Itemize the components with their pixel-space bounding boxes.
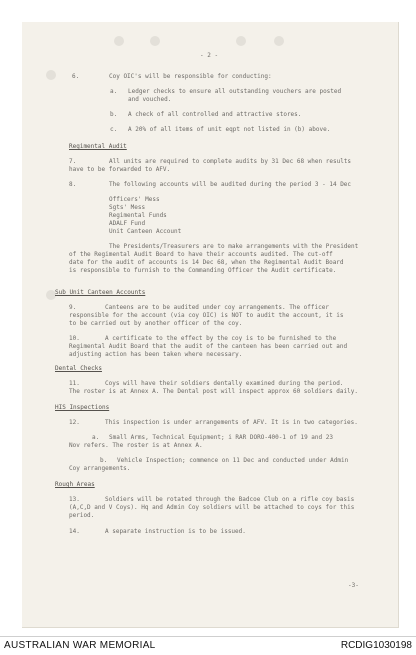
item-text: All units are required to complete audits by 31 Dec 68 when results — [109, 158, 352, 165]
punch-hole — [150, 36, 160, 46]
item-text: A 20% of all items of unit eqpt not listed in (b) above. — [128, 126, 331, 133]
item-text: The roster is at Annex A. The Dental post will inspect approx 60 soldiers daily. — [69, 388, 358, 395]
item-number: 12. — [69, 419, 80, 426]
account-name: Sgts' Mess — [109, 204, 146, 211]
item-text: The Presidents/Treasurers are to make arrangements with the President — [109, 243, 359, 250]
account-name: Unit Canteen Account — [109, 228, 182, 235]
item-number: a. — [92, 434, 100, 441]
page-number: - 2 - — [200, 52, 219, 59]
item-number: a. — [110, 88, 118, 95]
item-number: 6. — [72, 73, 80, 80]
archive-footer — [0, 636, 416, 655]
item-text: and vouched. — [128, 96, 172, 103]
item-text: adjusting action has been taken where necessary. — [69, 351, 243, 358]
section-heading: Dental Checks — [55, 365, 102, 372]
punch-hole — [274, 36, 284, 46]
punch-hole — [46, 70, 56, 80]
section-heading: Sub Unit Canteen Accounts — [55, 289, 146, 296]
item-number: 13. — [69, 496, 80, 503]
footer-record-id: RCDIG1030198 — [340, 640, 412, 651]
section-heading: HIS Inspections — [55, 404, 110, 411]
item-text: Coys will have their soldiers dentally examined during the period. — [105, 380, 344, 387]
item-text: responsible for the account (via coy OIC) is NOT to audit the account, it is — [69, 312, 344, 319]
item-text: Nov refers. The roster is at Annex A. — [69, 442, 203, 449]
footer-source: AUSTRALIAN WAR MEMORIAL — [4, 640, 156, 651]
item-text: of the Regimental Audit Board to have their accounts audited. The cut-off — [69, 251, 333, 258]
item-text: Coy arrangements. — [69, 465, 131, 472]
item-text: Ledger checks to ensure all outstanding vouchers are posted — [128, 88, 342, 95]
item-number: 9. — [69, 304, 77, 311]
item-text: Regimental Audit Board that the audit of the canteen has been carried out and — [69, 343, 348, 350]
item-text: Coy OIC's will be responsible for conducting: — [109, 73, 272, 80]
item-text: have to be forwarded to AFV. — [69, 166, 171, 173]
item-text: period. — [69, 512, 95, 519]
section-heading: Rough Areas — [55, 481, 95, 488]
item-text: Vehicle Inspection; commence on 11 Dec and conducted under Admin — [117, 457, 349, 464]
item-number: 10. — [69, 335, 80, 342]
item-text: is responsible to furnish to the Commanding Officer the Audit certificate. — [69, 267, 337, 274]
item-text: date for the audit of accounts is 14 Dec 68, when the Regimental Audit Board — [69, 259, 344, 266]
punch-hole — [236, 36, 246, 46]
item-text: to be carried out by another officer of the coy. — [69, 320, 243, 327]
item-text: A certificate to the effect by the coy is to be furnished to the — [105, 335, 337, 342]
item-text: Small Arms, Technical Equipment; i RAR DORO-400-1 of 19 and 23 — [109, 434, 333, 441]
punch-hole — [114, 36, 124, 46]
item-number: 11. — [69, 380, 80, 387]
account-name: Officers' Mess — [109, 196, 160, 203]
item-text: The following accounts will be audited during the period 3 - 14 Dec — [109, 181, 352, 188]
item-text: A separate instruction is to be issued. — [105, 528, 246, 535]
section-heading: Regimental Audit — [69, 143, 127, 150]
continuation-marker: -3- — [348, 582, 359, 589]
item-number: b. — [110, 111, 118, 118]
account-name: Regimental Funds — [109, 212, 167, 219]
item-text: Soldiers will be rotated through the Badcoe Club on a rifle coy basis — [105, 496, 355, 503]
item-text: This inspection is under arrangements of AFV. It is in two categories. — [105, 419, 358, 426]
item-number: c. — [110, 126, 118, 133]
item-text: A check of all controlled and attractive stores. — [128, 111, 302, 118]
item-text: Canteens are to be audited under coy arrangements. The officer — [105, 304, 329, 311]
item-number: b. — [100, 457, 108, 464]
item-number: 14. — [69, 528, 80, 535]
item-text: (A,C,D and V Coys). Hq and Admin Coy soldiers will be attached to coys for this — [69, 504, 355, 511]
account-name: ADALF Fund — [109, 220, 146, 227]
item-number: 8. — [69, 181, 77, 188]
item-number: 7. — [69, 158, 77, 165]
